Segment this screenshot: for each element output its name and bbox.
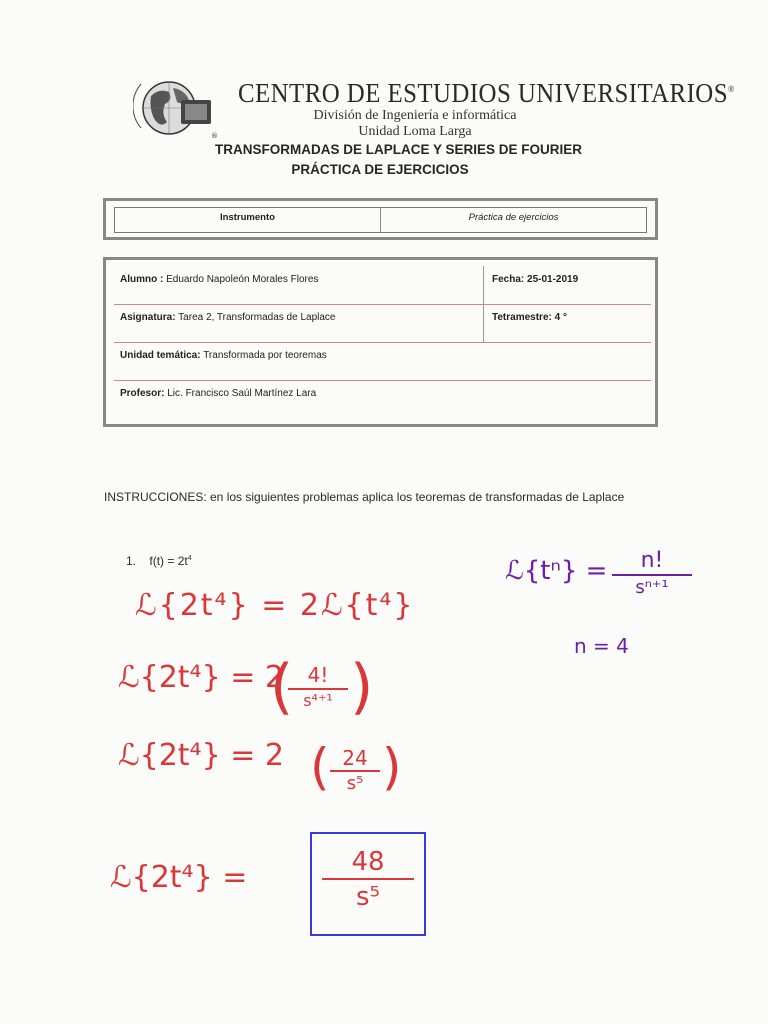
student-label: Alumno : xyxy=(120,274,164,285)
step-3-fraction: ( $\frac{24}{\text{s⁵}}$ ) xyxy=(310,738,402,796)
laplace-formula-lhs: ℒ{tⁿ} = xyxy=(505,556,608,586)
n-value: n = 4 xyxy=(574,634,629,658)
step-2-denominator: s⁴⁺¹ xyxy=(303,691,333,710)
campus-name: Unidad Loma Larga xyxy=(358,124,472,139)
institution-name: CENTRO DE ESTUDIOS UNIVERSITARIOS® xyxy=(238,78,735,108)
professor-label: Profesor: xyxy=(120,388,165,399)
unit-label: Unidad temática: xyxy=(120,350,201,361)
final-answer-fraction xyxy=(322,846,414,914)
professor-row xyxy=(114,380,651,418)
instructions-text: INSTRUCCIONES: en los siguientes problemas aplica los teoremas de transformadas de Laplace xyxy=(104,490,625,504)
formula-numerator: n! xyxy=(612,548,692,576)
student-row xyxy=(114,266,651,305)
step-2-fraction: ( 4! s⁴⁺¹ ) xyxy=(270,652,374,722)
student-name: Eduardo Napoleón Morales Flores xyxy=(166,274,319,285)
term-label: Tetramestre: xyxy=(492,312,552,323)
problem-exponent: 4 xyxy=(187,555,192,562)
instrument-table xyxy=(103,198,658,240)
problem-statement xyxy=(126,554,192,568)
subject-label: Asignatura: xyxy=(120,312,176,323)
final-answer-box xyxy=(310,832,426,936)
subject-value: Tarea 2, Transformadas de Laplace xyxy=(178,312,336,323)
step-3-denominator: s⁵ xyxy=(346,773,364,794)
step-3-lhs: ℒ{2t⁴} = 2 xyxy=(118,738,284,773)
step-4-lhs: ℒ{2t⁴} = xyxy=(110,860,248,895)
unit-row xyxy=(114,342,651,381)
answer-numerator: 48 xyxy=(322,846,414,880)
unit-value: Transformada por teoremas xyxy=(203,350,327,361)
svg-text:®: ® xyxy=(211,132,218,140)
answer-denominator: s⁵ xyxy=(356,882,380,912)
problem-function: f(t) = 2t xyxy=(149,554,188,568)
step-1: ℒ{2t⁴} = 2ℒ{t⁴} xyxy=(135,588,415,623)
term-value: 4 ° xyxy=(554,312,567,323)
instrument-value: Práctica de ejercicios xyxy=(380,208,646,232)
course-title: TRANSFORMADAS DE LAPLACE Y SERIES DE FOURIER xyxy=(215,142,583,157)
practice-title: PRÁCTICA DE EJERCICIOS xyxy=(291,162,469,177)
subject-row xyxy=(114,304,651,343)
problem-number: 1. xyxy=(126,554,137,568)
date-label: Fecha: xyxy=(492,274,525,285)
division-name: División de Ingeniería e informática xyxy=(313,108,517,123)
formula-denominator: sⁿ⁺¹ xyxy=(635,577,669,598)
step-2-numerator: 4! xyxy=(288,662,348,690)
laplace-formula-fraction xyxy=(612,548,692,600)
instrument-label: Instrumento xyxy=(220,212,275,223)
professor-value: Lic. Francisco Saúl Martínez Lara xyxy=(167,388,317,399)
date-value: 25-01-2019 xyxy=(527,274,579,285)
step-3-numerator: 24 xyxy=(330,746,380,772)
student-info-table xyxy=(103,257,658,427)
institution-logo xyxy=(133,76,223,142)
step-2-lhs: ℒ{2t⁴} = 2 xyxy=(118,660,284,695)
